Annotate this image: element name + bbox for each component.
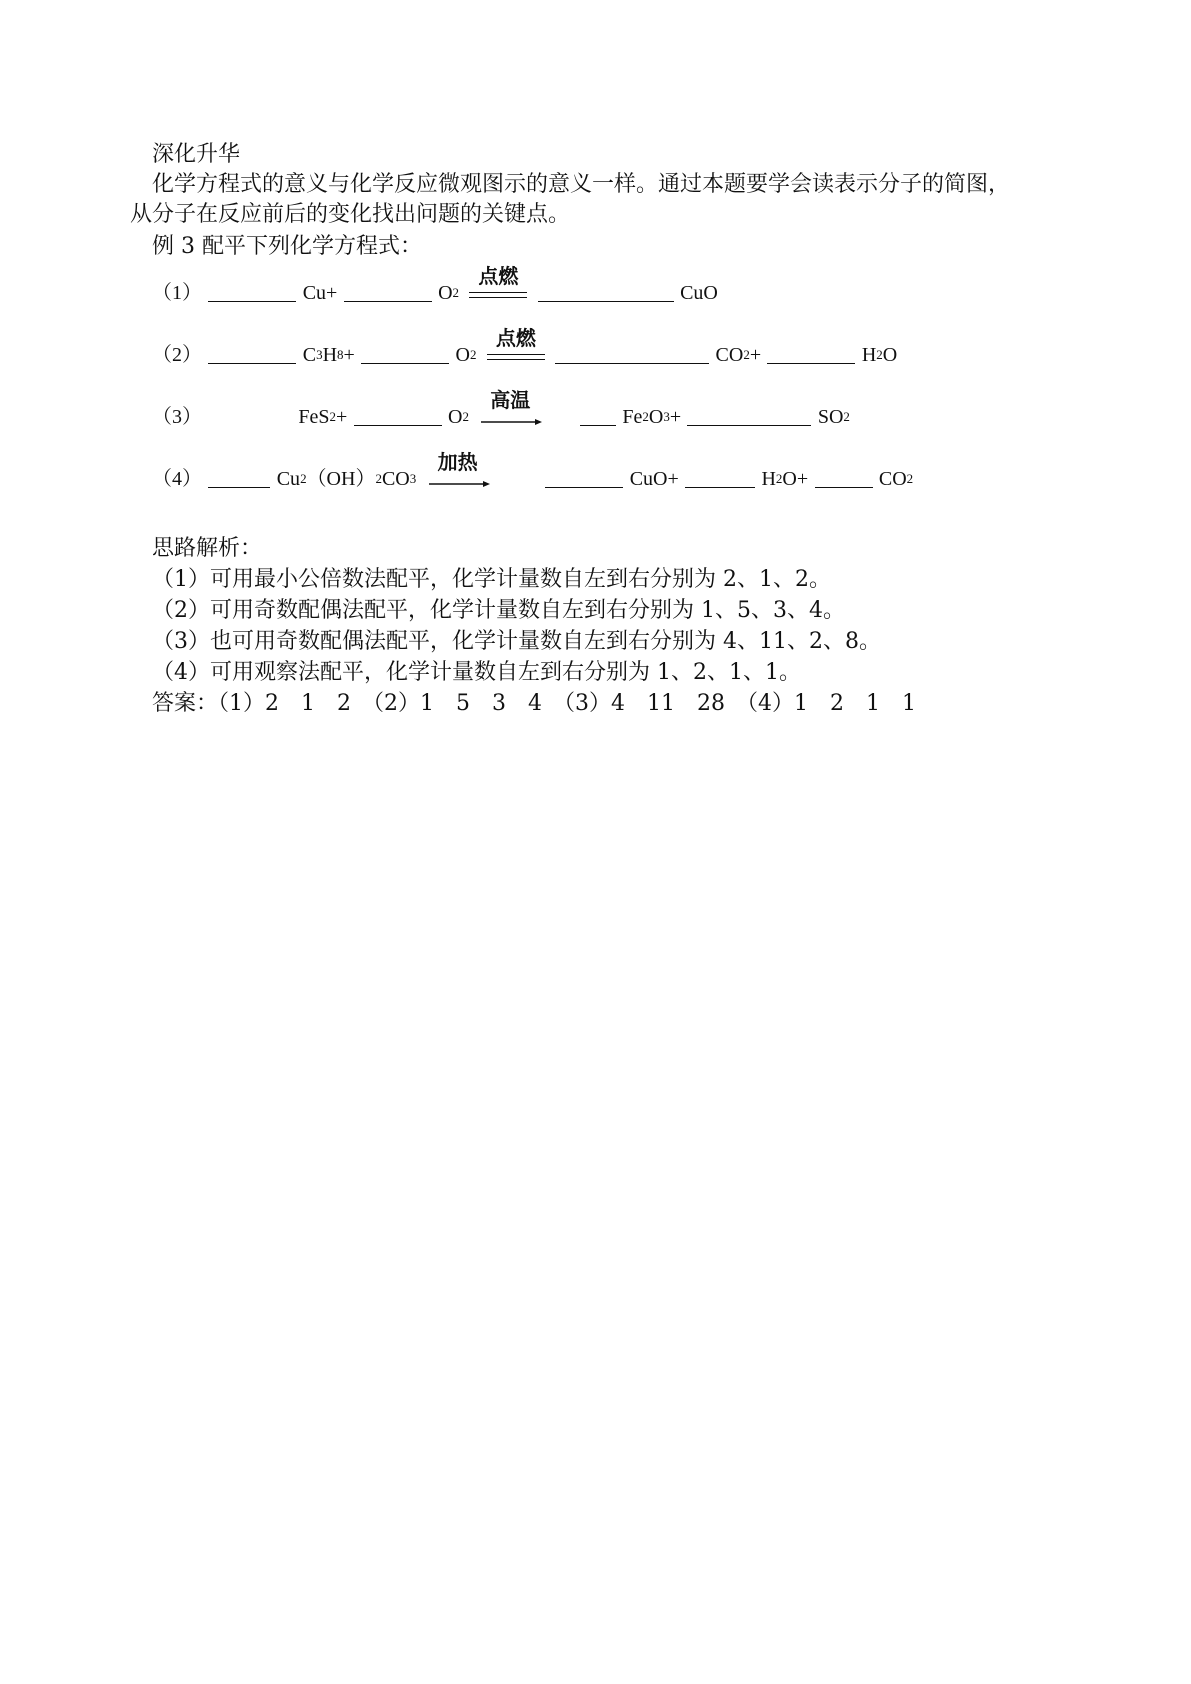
analysis-title: 思路解析： — [152, 536, 263, 561]
product-1: CuO+ — [629, 468, 679, 490]
analysis-item-2: （2）可用奇数配偶法配平，化学计量数自左到右分别为 1、5、3、4。 — [152, 598, 845, 623]
coefficient-blank[interactable] — [361, 339, 449, 364]
equals-sign — [487, 354, 545, 360]
equation-1 — [152, 264, 718, 308]
reactant-2: $O_2$ — [447, 406, 469, 428]
reaction-condition — [485, 326, 547, 370]
condition-label: 加热 — [437, 450, 478, 474]
coefficient-blank[interactable] — [580, 401, 616, 426]
equation-label: （3） — [152, 406, 202, 428]
reaction-condition — [425, 450, 491, 494]
condition-label: 点燃 — [495, 326, 536, 350]
product-2: $H_2O$ — [861, 344, 898, 366]
condition-label: 点燃 — [478, 264, 519, 288]
equation-2 — [152, 326, 897, 370]
coefficient-blank[interactable] — [767, 339, 855, 364]
arrow-icon — [477, 418, 543, 426]
product-1: $CO_2+$ — [715, 344, 762, 366]
coefficient-blank[interactable] — [685, 463, 755, 488]
coefficient-blank[interactable] — [687, 401, 811, 426]
product-1: $Fe_2O_3+$ — [622, 406, 682, 428]
coefficient-blank[interactable] — [555, 339, 709, 364]
equation-label: （4） — [152, 468, 202, 490]
intro-line-2: 从分子在反应前后的变化找出问题的关键点。 — [130, 202, 571, 227]
coefficient-blank[interactable] — [545, 463, 623, 488]
coefficient-blank[interactable] — [538, 277, 674, 302]
reactant-1: FeS$_2$+ — [298, 406, 348, 428]
equation-label: （2） — [152, 344, 202, 366]
condition-label: 高温 — [490, 388, 531, 412]
coefficient-blank[interactable] — [344, 277, 432, 302]
section-heading: 深化升华 — [152, 142, 241, 167]
equals-sign — [469, 292, 527, 298]
reaction-condition — [477, 388, 543, 432]
reactant-2: $O_2$ — [438, 282, 460, 304]
equation-3 — [152, 388, 850, 432]
coefficient-blank[interactable] — [208, 339, 296, 364]
analysis-item-3: （3）也可用奇数配偶法配平，化学计量数自左到右分别为 4、11、2、8。 — [152, 629, 881, 654]
reactant-1: $C_3H_8+$ — [302, 344, 355, 366]
coefficient-blank[interactable] — [815, 463, 873, 488]
product-1: CuO — [680, 282, 718, 304]
intro-line-1: 化学方程式的意义与化学反应微观图示的意义一样。通过本题要学会读表示分子的简图， — [152, 172, 1011, 197]
coefficient-blank[interactable] — [208, 277, 296, 302]
reactant-1: Cu+ — [302, 282, 338, 304]
equation-4 — [152, 450, 913, 494]
equation-label: （1） — [152, 282, 202, 304]
coefficient-blank[interactable] — [208, 463, 270, 488]
reaction-condition — [467, 264, 529, 308]
product-2: $SO_2$ — [817, 406, 850, 428]
analysis-item-1: （1）可用最小公倍数法配平，化学计量数自左到右分别为 2、1、2。 — [152, 567, 831, 592]
product-3: $CO_2$ — [878, 468, 914, 490]
arrow-icon — [425, 480, 491, 488]
coefficient-blank[interactable] — [354, 401, 442, 426]
analysis-item-4: （4）可用观察法配平，化学计量数自左到右分别为 1、2、1、1。 — [152, 660, 801, 685]
answer-line: 答案：（1）2 1 2 （2）1 5 3 4 （3）4 11 28 （4）1 2 1 1 — [152, 691, 916, 716]
example-title: 例 3 配平下列化学方程式： — [152, 234, 422, 259]
reactant-1: $Cu_2(OH)_2CO_3$ — [276, 468, 417, 490]
product-2: $H_2O+$ — [761, 468, 809, 490]
reactant-2: $O_2$ — [455, 344, 477, 366]
